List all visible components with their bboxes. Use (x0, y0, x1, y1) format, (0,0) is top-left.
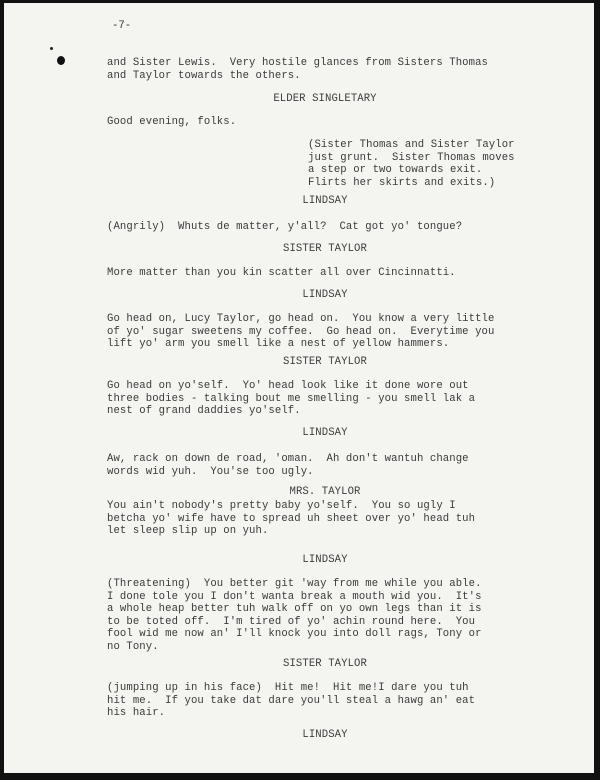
dialogue-text (107, 267, 456, 280)
dialogue-text (107, 313, 494, 351)
text-line: Flirts her skirts and exits.) (308, 176, 496, 189)
text-line: three bodies - talking bout me smelling - you smell lak a (107, 392, 476, 405)
text-line: just grunt. Sister Thomas moves (308, 151, 515, 164)
speaker-heading: LINDSAY (302, 427, 348, 439)
text-line: and Taylor towards the others. (107, 69, 301, 82)
text-line: (Threatening) You better git 'way from me while you able. (107, 578, 482, 590)
text-line: Go head on yo'self. Yo' head look like it done wore out (107, 380, 469, 392)
dialogue-text (107, 116, 236, 129)
speaker-heading: LINDSAY (302, 729, 348, 741)
speaker-heading: LINDSAY (302, 289, 348, 301)
text-line: I done tole you I don't wanta break a mouth wid you. It's (107, 590, 482, 603)
speaker-heading: ELDER SINGLETARY (273, 93, 377, 105)
speaker-heading: SISTER TAYLOR (283, 658, 367, 670)
punch-hole-mark (57, 56, 65, 65)
speaker-heading: MRS. TAYLOR (289, 486, 361, 498)
dialogue-text (107, 500, 475, 538)
text-line: nest of grand daddies yo'self. (107, 405, 301, 418)
text-line: (jumping up in his face) Hit me! Hit me!I dare you tuh (107, 682, 469, 694)
stage-direction (308, 139, 515, 189)
speaker-heading: SISTER TAYLOR (283, 243, 367, 255)
manuscript-page (4, 3, 594, 773)
text-line: hit me. If you take dat dare you'll steal a hawg an' eat (107, 694, 476, 707)
text-line: Aw, rack on down de road, 'oman. Ah don't wantuh change (107, 453, 469, 465)
page-number: -7- (112, 20, 132, 32)
text-line: to be toted off. I'm tired of yo' achin round here. You (107, 615, 476, 628)
text-line: Good evening, folks. (107, 116, 237, 128)
dialogue-text (107, 380, 475, 418)
text-line: no Tony. (107, 640, 159, 653)
text-line: words wid yuh. You'se too ugly. (107, 465, 314, 478)
dialogue-text (107, 578, 482, 654)
text-line: More matter than you kin scatter all over Cincinnatti. (107, 267, 456, 279)
dialogue-text (107, 221, 462, 234)
dialogue-text (107, 453, 469, 478)
text-line: (Sister Thomas and Sister Taylor (308, 139, 515, 151)
text-line: a step or two towards exit. (308, 164, 483, 177)
text-line: You ain't nobody's pretty baby yo'self. You so ugly I (107, 500, 456, 512)
dialogue-text (107, 682, 475, 720)
speaker-heading: LINDSAY (302, 554, 348, 566)
dialogue-text (107, 57, 488, 82)
text-line: of yo' sugar sweetens my coffee. Go head on. Everytime you (107, 325, 495, 338)
text-line: his hair. (107, 707, 166, 720)
text-line: (Angrily) Whuts de matter, y'all? Cat got yo' tongue? (107, 221, 463, 233)
text-line: let sleep slip up on yuh. (107, 525, 269, 538)
text-line: Go head on, Lucy Taylor, go head on. You know a very little (107, 313, 495, 325)
ink-speck (50, 47, 53, 50)
speaker-heading: LINDSAY (302, 195, 348, 207)
speaker-heading: SISTER TAYLOR (283, 356, 367, 368)
text-line: fool wid me now an' I'll knock you into doll rags, Tony or (107, 628, 482, 641)
text-line: and Sister Lewis. Very hostile glances from Sisters Thomas (107, 57, 488, 69)
text-line: a whole heap better tuh walk off on yo own legs than it is (107, 603, 482, 616)
text-line: betcha yo' wife have to spread uh sheet over yo' head tuh (107, 512, 476, 525)
text-line: lift yo' arm you smell like a nest of yellow hammers. (107, 338, 450, 351)
